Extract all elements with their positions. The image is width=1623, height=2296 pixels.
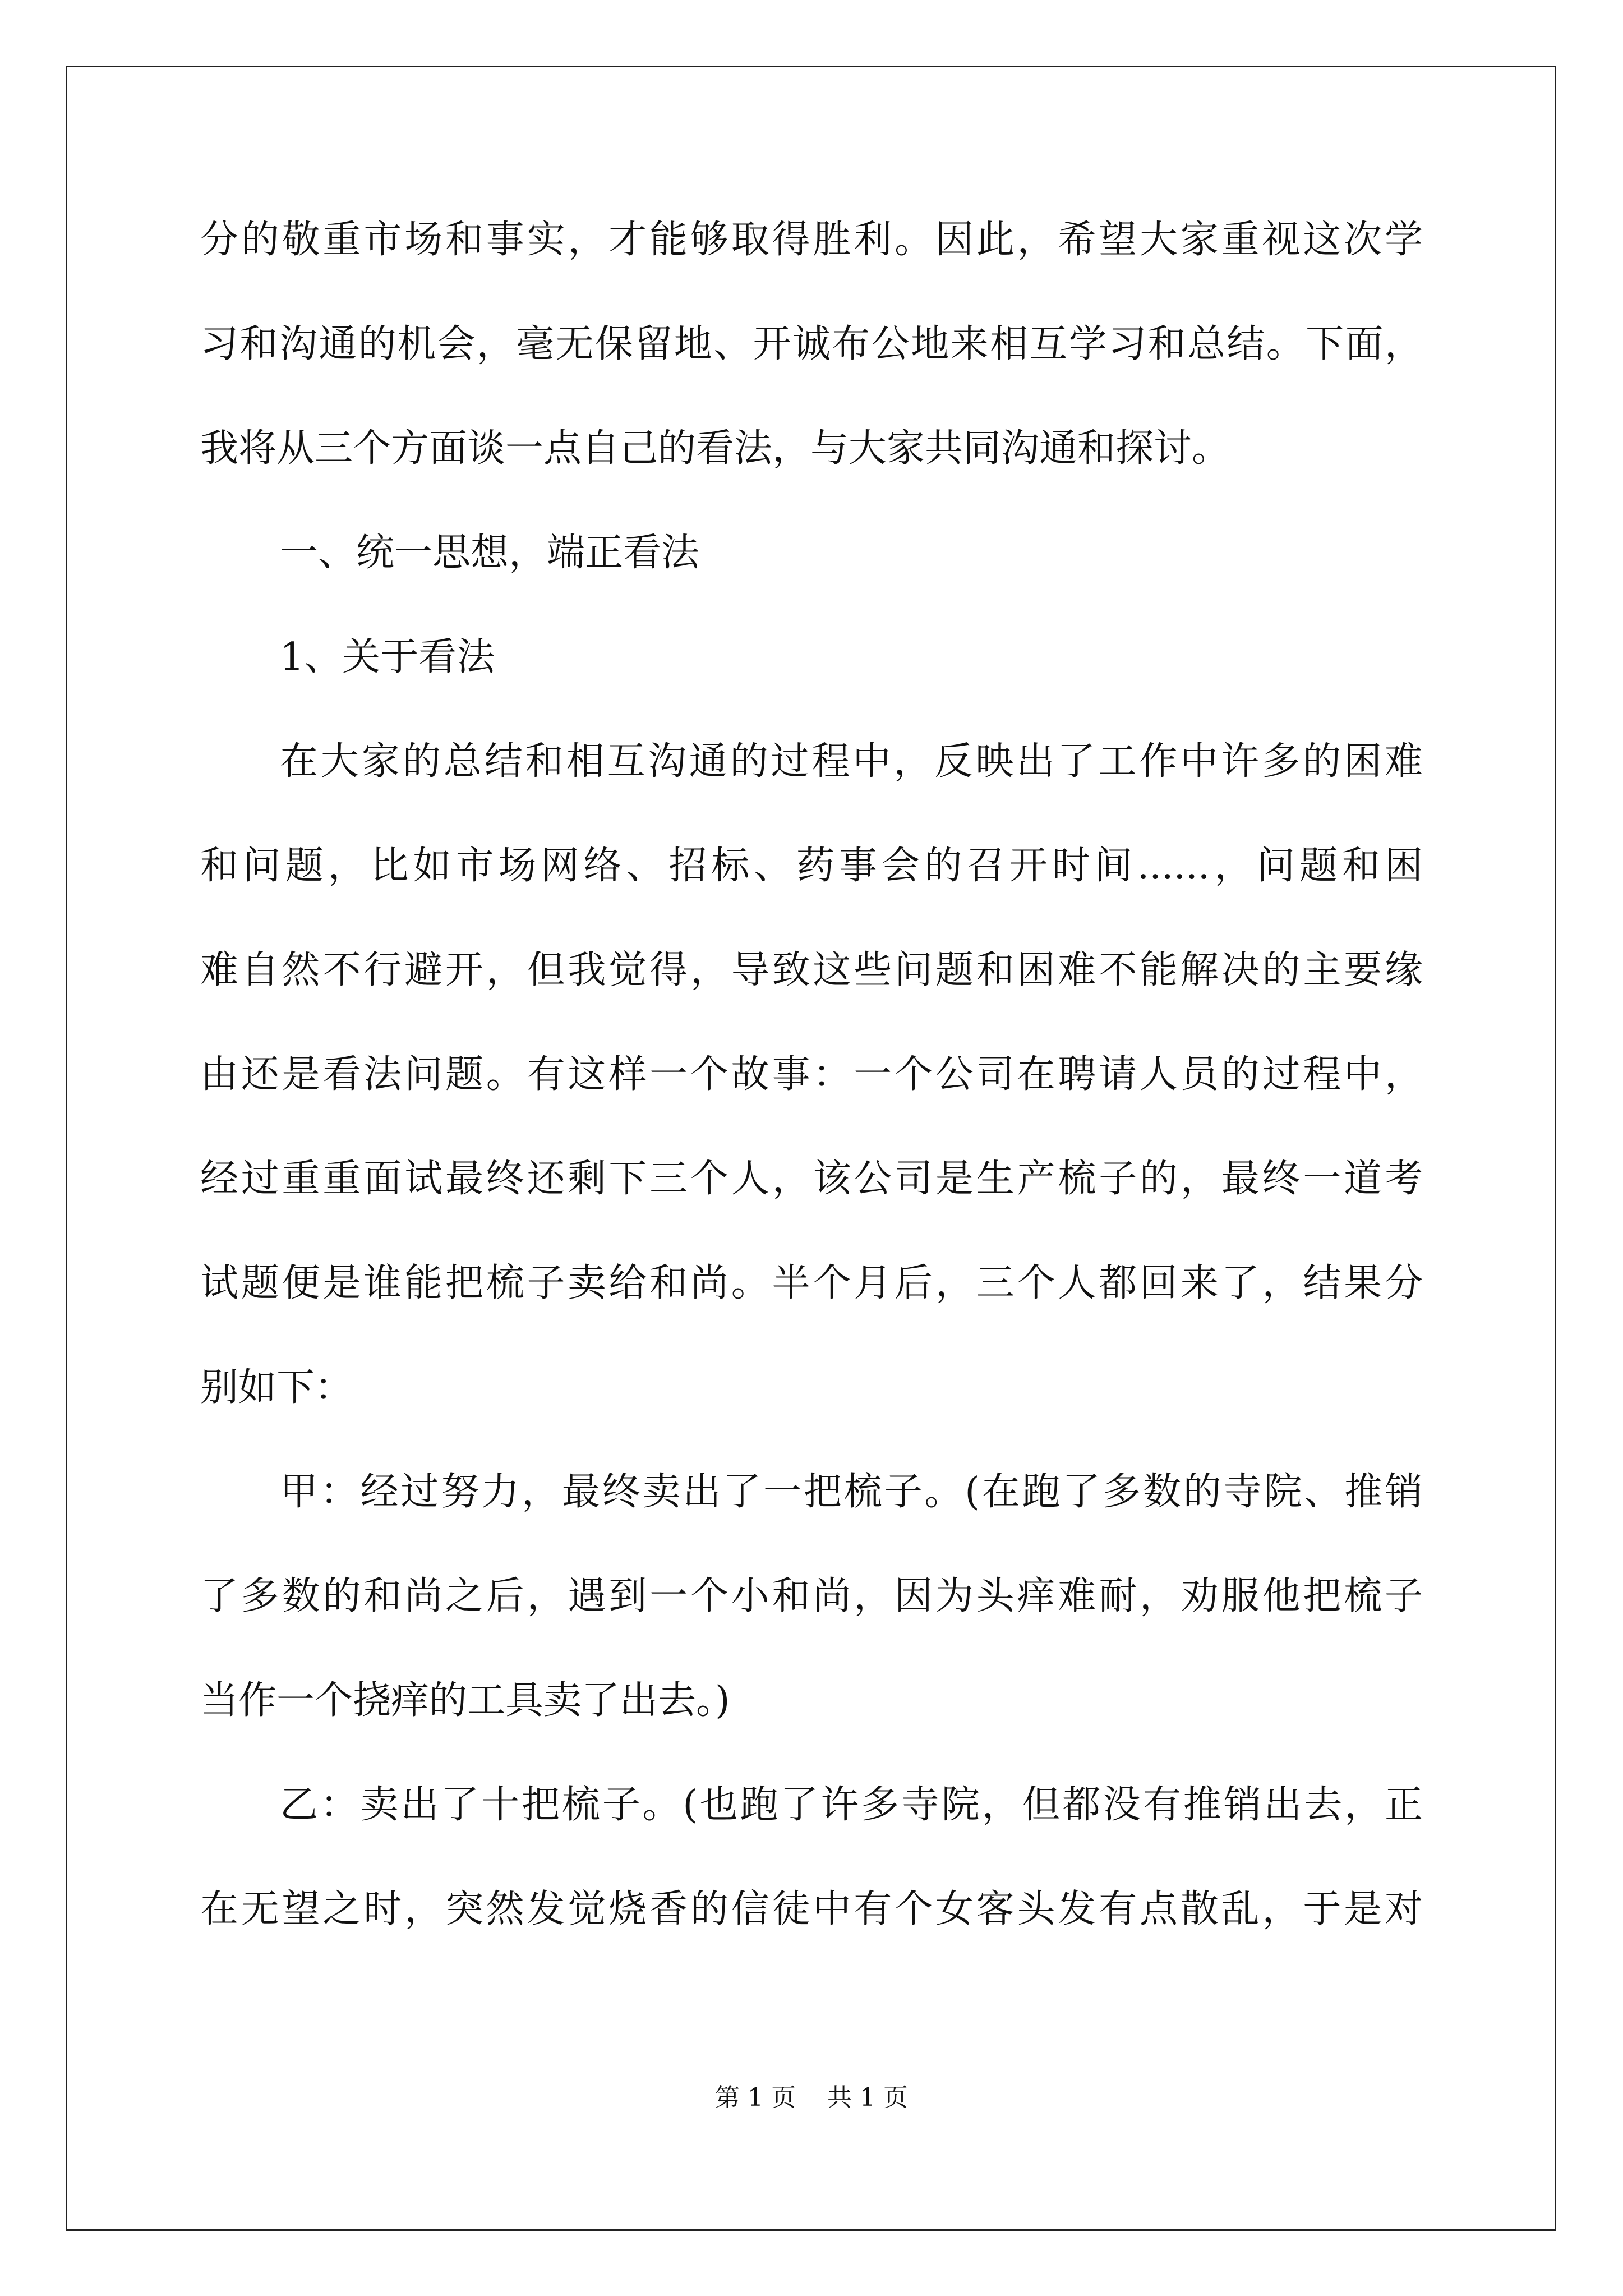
text-line-13: 甲：经过努力，最终卖出了一把梳子。(在跑了多数的寺院、推销 — [280, 1470, 1423, 1514]
text-line-16: 乙：卖出了十把梳子。(也跑了许多寺院，但都没有推销出去，正 — [280, 1783, 1423, 1827]
text-line-2: 习和沟通的机会，毫无保留地、开诚布公地来相互学习和总结。下面， — [200, 322, 1423, 366]
text-line-14: 了多数的和尚之后，遇到一个小和尚，因为头痒难耐，劝服他把梳子 — [200, 1574, 1423, 1618]
page-number-footer: 第 1 页 共 1 页 — [715, 2083, 908, 2112]
text-line-12: 别如下： — [200, 1365, 353, 1410]
text-line-11: 试题便是谁能把梳子卖给和尚。半个月后，三个人都回来了，结果分 — [200, 1261, 1423, 1305]
text-line-17: 在无望之时，突然发觉烧香的信徒中有个女客头发有点散乱，于是对 — [200, 1887, 1423, 1931]
text-line-7: 和问题，比如市场网络、招标、药事会的召开时间......，问题和困 — [200, 844, 1423, 888]
document-body — [200, 213, 1423, 1987]
text-line-1: 分的敬重市场和事实，才能够取得胜利。因此，希望大家重视这次学 — [200, 218, 1423, 262]
text-line-6: 在大家的总结和相互沟通的过程中，反映出了工作中许多的困难 — [280, 739, 1423, 784]
section-heading: 一、统一思想，端正看法 — [280, 531, 700, 575]
text-line-15: 当作一个挠痒的工具卖了出去。) — [200, 1678, 730, 1723]
text-line-9: 由还是看法问题。有这样一个故事：一个公司在聘请人员的过程中， — [200, 1052, 1423, 1097]
text-line-8: 难自然不行避开，但我觉得，导致这些问题和困难不能解决的主要缘 — [200, 948, 1423, 992]
subsection-heading: 1、关于看法 — [280, 635, 495, 679]
text-line-10: 经过重重面试最终还剩下三个人，该公司是生产梳子的，最终一道考 — [200, 1157, 1423, 1201]
text-line-3: 我将从三个方面谈一点自己的看法，与大家共同沟通和探讨。 — [200, 426, 1230, 471]
